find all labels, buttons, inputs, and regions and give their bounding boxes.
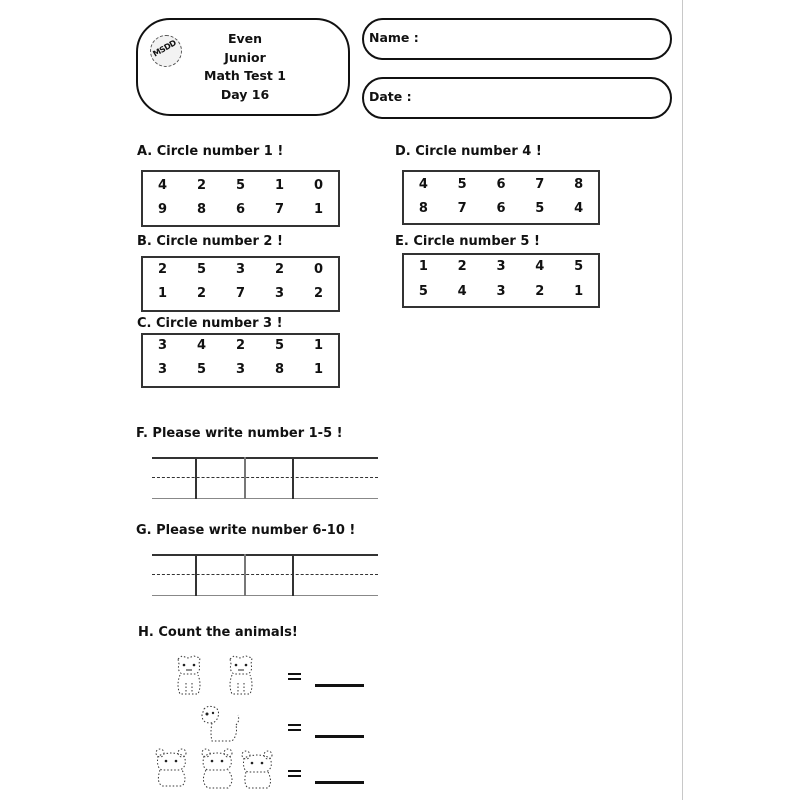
number-cell[interactable]: 3 (235, 262, 246, 277)
number-row (404, 259, 598, 274)
grid-divider (244, 554, 246, 596)
name-label: Name : (369, 30, 419, 45)
section-a-number-box (141, 170, 340, 227)
section-h-title: H. Count the animals! (138, 625, 298, 640)
page-edge-divider (682, 0, 683, 800)
number-cell[interactable]: 2 (457, 259, 467, 274)
number-cell[interactable]: 5 (196, 362, 207, 377)
dog-icon (198, 705, 242, 745)
number-cell[interactable]: 3 (157, 362, 168, 377)
number-row (143, 286, 338, 301)
number-cell[interactable]: 0 (313, 178, 324, 193)
grid-divider (195, 457, 197, 499)
number-cell[interactable]: 0 (313, 262, 324, 277)
bear-icon (154, 748, 190, 788)
number-cell[interactable]: 3 (274, 286, 285, 301)
number-cell[interactable]: 1 (313, 338, 324, 353)
grid-bottom-line (152, 595, 378, 597)
number-cell[interactable]: 4 (457, 284, 467, 299)
header-line-test: Math Test 1 (204, 68, 286, 83)
number-cell[interactable]: 4 (196, 338, 207, 353)
number-cell[interactable]: 8 (418, 201, 428, 216)
number-cell[interactable]: 3 (157, 338, 168, 353)
number-row (143, 338, 338, 353)
equals-sign (288, 673, 301, 680)
number-row (143, 178, 338, 193)
number-cell[interactable]: 1 (574, 284, 584, 299)
number-cell[interactable]: 6 (496, 201, 506, 216)
number-row (404, 201, 598, 216)
bear-icon (240, 750, 276, 790)
number-cell[interactable]: 2 (313, 286, 324, 301)
section-a-title: A. Circle number 1 ! (137, 144, 284, 159)
number-cell[interactable]: 7 (457, 201, 467, 216)
equals-sign (288, 770, 301, 777)
bear-icon (198, 748, 238, 790)
number-cell[interactable]: 5 (574, 259, 584, 274)
number-cell[interactable]: 6 (496, 177, 506, 192)
number-cell[interactable]: 5 (457, 177, 467, 192)
section-f-writing-grid[interactable] (152, 457, 378, 499)
number-cell[interactable]: 3 (496, 284, 506, 299)
number-cell[interactable]: 5 (235, 178, 246, 193)
number-cell[interactable]: 2 (235, 338, 246, 353)
header-line-level: Junior (224, 49, 266, 65)
section-g-title: G. Please write number 6-10 ! (136, 523, 356, 538)
number-cell[interactable]: 5 (274, 338, 285, 353)
number-cell[interactable]: 4 (157, 178, 168, 193)
grid-divider (292, 457, 294, 499)
grid-top-line (152, 554, 378, 556)
number-cell[interactable]: 1 (157, 286, 168, 301)
grid-dashed-midline (152, 477, 378, 478)
section-d-number-box (402, 170, 600, 225)
date-label: Date : (369, 89, 412, 104)
cat-icon (226, 655, 256, 697)
grid-top-line (152, 457, 378, 459)
number-cell[interactable]: 3 (496, 259, 506, 274)
header-line-class: Even (227, 31, 263, 46)
number-cell[interactable]: 2 (196, 286, 207, 301)
section-f-title: F. Please write number 1-5 ! (136, 426, 343, 441)
number-cell[interactable]: 7 (274, 202, 285, 217)
section-d-title: D. Circle number 4 ! (395, 144, 542, 159)
answer-line-cats[interactable] (315, 684, 364, 687)
number-cell[interactable]: 5 (196, 262, 207, 277)
grid-dashed-midline (152, 574, 378, 575)
test-header-text (190, 30, 300, 104)
number-cell[interactable]: 5 (418, 284, 428, 299)
number-cell[interactable]: 8 (196, 202, 207, 217)
grid-divider (195, 554, 197, 596)
number-cell[interactable]: 9 (157, 202, 168, 217)
number-cell[interactable]: 1 (418, 259, 428, 274)
number-cell[interactable]: 8 (574, 177, 584, 192)
grid-divider (292, 554, 294, 596)
number-cell[interactable]: 6 (235, 202, 246, 217)
number-row (143, 362, 338, 377)
number-row (143, 202, 338, 217)
number-cell[interactable]: 1 (313, 202, 324, 217)
number-cell[interactable]: 1 (274, 178, 285, 193)
number-cell[interactable]: 1 (313, 362, 324, 377)
number-cell[interactable]: 4 (574, 201, 584, 216)
equals-sign (288, 724, 301, 731)
number-cell[interactable]: 2 (274, 262, 285, 277)
section-b-title: B. Circle number 2 ! (137, 234, 283, 249)
school-logo (150, 35, 182, 67)
logo-text: MSDD (151, 38, 178, 59)
section-e-number-box (402, 253, 600, 308)
number-row (143, 262, 338, 277)
number-row (404, 177, 598, 192)
section-g-writing-grid[interactable] (152, 554, 378, 596)
section-c-title: C. Circle number 3 ! (137, 316, 283, 331)
answer-line-dogs[interactable] (315, 735, 364, 738)
number-row (404, 284, 598, 299)
number-cell[interactable]: 3 (235, 362, 246, 377)
number-cell[interactable]: 2 (535, 284, 545, 299)
header-line-day: Day 16 (220, 86, 270, 102)
section-e-title: E. Circle number 5 ! (395, 234, 540, 249)
number-cell[interactable]: 4 (418, 177, 428, 192)
grid-divider (244, 457, 246, 499)
number-cell[interactable]: 5 (535, 201, 545, 216)
date-field[interactable] (362, 77, 672, 119)
number-cell[interactable]: 2 (157, 262, 168, 277)
section-b-number-box (141, 256, 340, 312)
number-cell[interactable]: 7 (535, 177, 545, 192)
grid-bottom-line (152, 498, 378, 500)
number-cell[interactable]: 2 (196, 178, 207, 193)
answer-line-bears[interactable] (315, 781, 364, 784)
number-cell[interactable]: 8 (274, 362, 285, 377)
section-c-number-box (141, 333, 340, 388)
cat-icon (174, 655, 204, 697)
number-cell[interactable]: 7 (235, 286, 246, 301)
name-field[interactable] (362, 18, 672, 60)
number-cell[interactable]: 4 (535, 259, 545, 274)
